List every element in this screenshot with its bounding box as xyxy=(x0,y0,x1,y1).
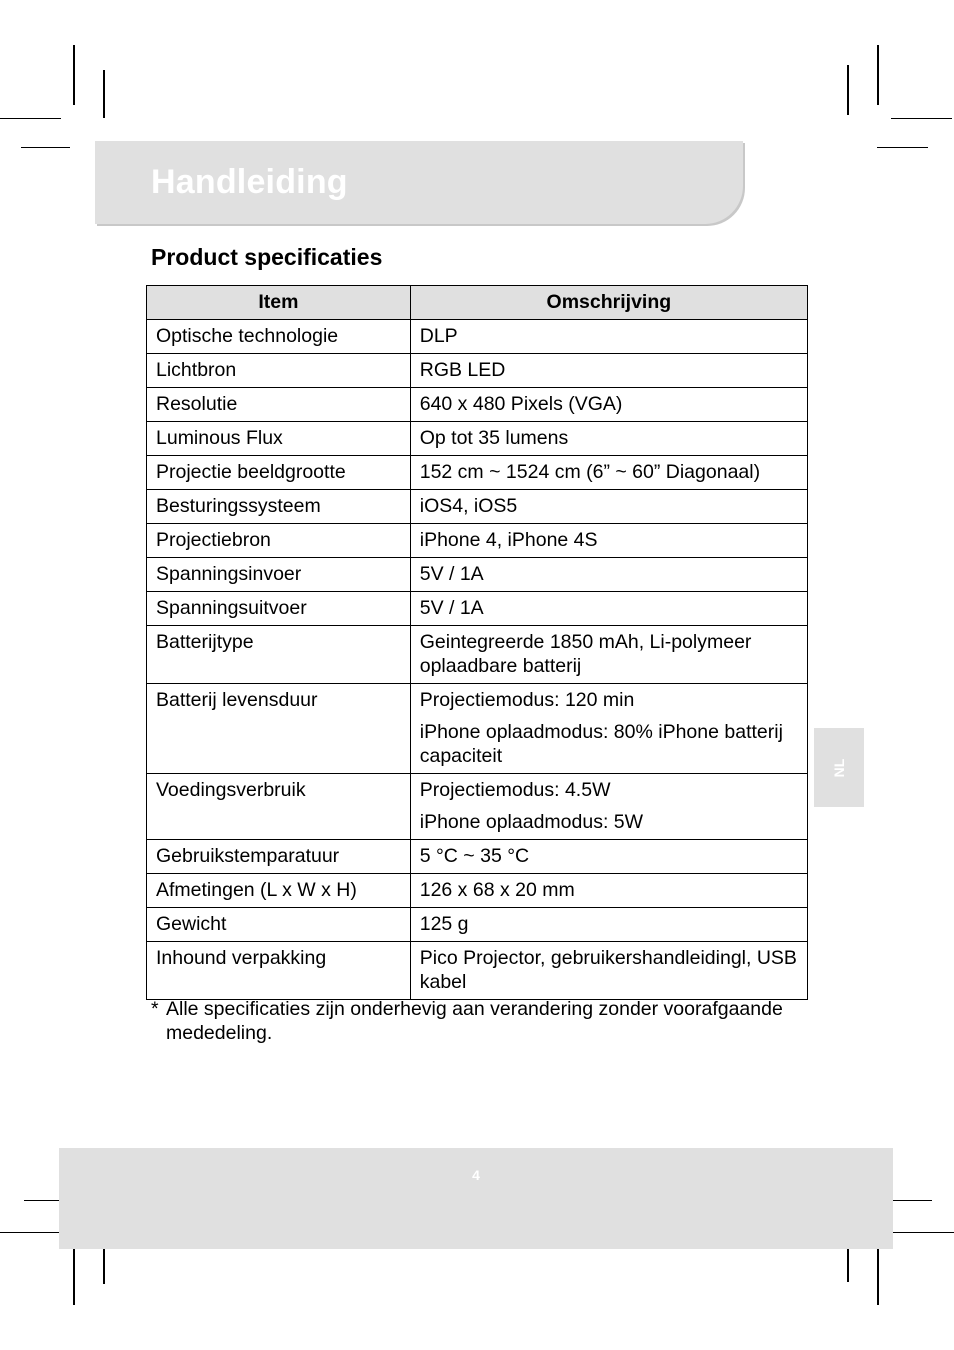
spec-description-cell xyxy=(410,524,807,558)
spec-description-cell xyxy=(410,874,807,908)
language-tab-label: NL xyxy=(831,758,847,777)
spec-description-cell xyxy=(410,422,807,456)
table-row xyxy=(147,524,808,558)
crop-mark xyxy=(877,147,928,148)
spec-description-text: 126 x 68 x 20 mm xyxy=(419,879,575,901)
crop-mark xyxy=(21,147,70,148)
crop-mark xyxy=(73,45,75,105)
spec-item-cell: Luminous Flux xyxy=(147,422,411,456)
page-title: Handleiding xyxy=(151,163,348,201)
spec-description-cell xyxy=(410,558,807,592)
spec-description-text: Geintegreerde 1850 mAh, Li-polymeer oplaadbare batterij xyxy=(419,631,752,677)
spec-description-text: RGB LED xyxy=(419,359,506,381)
footnote xyxy=(151,997,791,1045)
crop-mark xyxy=(0,1232,61,1233)
table-row xyxy=(147,774,808,840)
crop-mark xyxy=(891,118,952,119)
table-row xyxy=(147,422,808,456)
spec-item-cell: Spanningsinvoer xyxy=(147,558,411,592)
spec-item-cell: Batterijtype xyxy=(147,626,411,684)
spec-description-text: Pico Projector, gebruikershandleidingl, USB kabel xyxy=(419,947,797,993)
spec-item-cell: Voedingsverbruik xyxy=(147,774,411,840)
crop-mark xyxy=(893,1232,954,1233)
spec-description-cell xyxy=(410,320,807,354)
footer-band xyxy=(59,1148,893,1249)
spec-item-cell: Besturingssysteem xyxy=(147,490,411,524)
table-row xyxy=(147,840,808,874)
table-row xyxy=(147,942,808,1000)
language-tab xyxy=(814,728,864,807)
spec-item-cell: Projectie beeldgrootte xyxy=(147,456,411,490)
crop-mark xyxy=(73,1245,75,1305)
spec-item-cell: Gewicht xyxy=(147,908,411,942)
crop-mark xyxy=(0,118,61,119)
crop-mark xyxy=(877,45,879,105)
spec-description-cell xyxy=(410,354,807,388)
spec-table-body xyxy=(147,320,808,1000)
spec-description-text: iPhone oplaadmodus: 5W xyxy=(419,811,644,833)
spec-item-cell: Optische technologie xyxy=(147,320,411,354)
crop-mark xyxy=(877,1245,879,1305)
table-row xyxy=(147,908,808,942)
spec-description-text: 5V / 1A xyxy=(419,563,484,585)
spec-item-cell: Inhound verpakking xyxy=(147,942,411,1000)
spec-item-cell: Lichtbron xyxy=(147,354,411,388)
spec-description-cell xyxy=(410,592,807,626)
spec-description-cell xyxy=(410,456,807,490)
spec-description-text: Op tot 35 lumens xyxy=(419,427,569,449)
spec-description-text: 640 x 480 Pixels (VGA) xyxy=(419,393,623,415)
table-row xyxy=(147,354,808,388)
spec-description-cell xyxy=(410,490,807,524)
spec-description-cell xyxy=(410,942,807,1000)
table-row xyxy=(147,388,808,422)
spec-description-text: 5 °C ~ 35 °C xyxy=(419,845,530,867)
table-row xyxy=(147,592,808,626)
spec-description-cell xyxy=(410,626,807,684)
spec-table xyxy=(146,285,808,1000)
spec-item-cell: Resolutie xyxy=(147,388,411,422)
table-row xyxy=(147,320,808,354)
table-row xyxy=(147,684,808,774)
spec-description-cell xyxy=(410,908,807,942)
spec-description-cell xyxy=(410,840,807,874)
section-title: Product specificaties xyxy=(151,244,383,270)
spec-item-cell: Afmetingen (L x W x H) xyxy=(147,874,411,908)
table-row xyxy=(147,558,808,592)
footnote-text: Alle specificaties zijn onderhevig aan verandering zonder voorafgaande mededeling. xyxy=(166,998,783,1044)
spec-description-cell xyxy=(410,774,807,840)
column-header-description: Omschrijving xyxy=(410,286,807,320)
spec-description-cell xyxy=(410,388,807,422)
spec-description-text: 125 g xyxy=(419,913,469,935)
spec-description-cell xyxy=(410,684,807,774)
table-row xyxy=(147,874,808,908)
crop-mark xyxy=(847,65,849,115)
spec-description-text: Projectiemodus: 120 min xyxy=(419,689,635,711)
crop-mark xyxy=(103,70,105,118)
spec-description-text: 5V / 1A xyxy=(419,597,484,619)
footnote-marker: * xyxy=(151,998,159,1020)
table-row xyxy=(147,626,808,684)
spec-description-text: Projectiemodus: 4.5W xyxy=(419,779,611,801)
spec-description-text: iPhone 4, iPhone 4S xyxy=(419,529,598,551)
spec-description-text: 152 cm ~ 1524 cm (6” ~ 60” Diagonaal) xyxy=(419,461,761,483)
spec-description-text: iOS4, iOS5 xyxy=(419,495,518,517)
table-row xyxy=(147,456,808,490)
page-number: 4 xyxy=(472,1167,480,1183)
spec-description-text: iPhone oplaadmodus: 80% iPhone batterij capaciteit xyxy=(419,721,783,767)
table-row xyxy=(147,490,808,524)
spec-item-cell: Spanningsuitvoer xyxy=(147,592,411,626)
spec-item-cell: Gebruikstemparatuur xyxy=(147,840,411,874)
column-header-item: Item xyxy=(147,286,411,320)
table-header-row xyxy=(147,286,808,320)
spec-item-cell: Batterij levensduur xyxy=(147,684,411,774)
spec-item-cell: Projectiebron xyxy=(147,524,411,558)
spec-description-text: DLP xyxy=(419,325,458,347)
